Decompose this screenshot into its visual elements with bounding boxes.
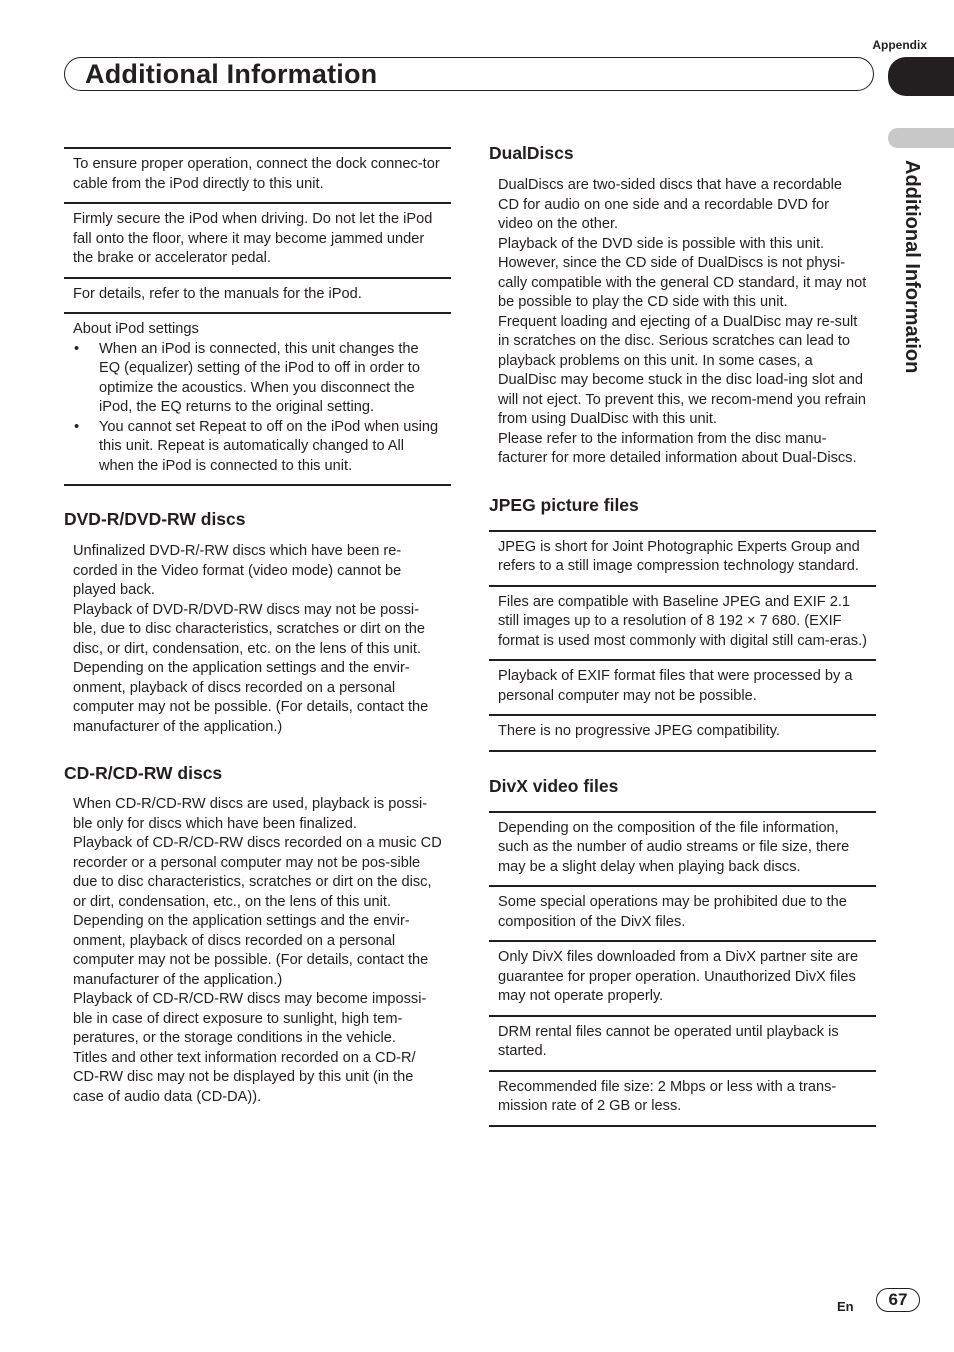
cd-paragraph: Playback of CD-R/CD-RW discs may become impossi-ble in case of direct exposure to sunlight, high tem-peratures, or the storage conditions in the vehicle.: [73, 991, 427, 1046]
cd-paragraph: Titles and other text information recorded on a CD-R/ CD-RW disc may not be displayed by this unit (in the case of audio data (CD-DA)).: [73, 1049, 416, 1105]
ipod-settings-bullet: • You cannot set Repeat to off on the iPod when using this unit. Repeat is automatically changed to All when the iPod is connected to this unit.: [73, 418, 442, 477]
divx-cell-text: DRM rental files cannot be operated until playback is started.: [498, 1023, 839, 1059]
dvd-paragraph: Playback of DVD-R/DVD-RW discs may not be possi-ble, due to disc characteristics, scratches or dirt on the disc, or dirt, condensation, etc. on the lens of this unit.: [73, 601, 426, 657]
divx-cell-text: Some special operations may be prohibited due to the composition of the DivX files.: [498, 894, 847, 930]
appendix-label: Appendix: [872, 38, 927, 52]
dualdiscs-heading: DualDiscs: [489, 143, 574, 163]
page-number: 67: [876, 1288, 920, 1312]
jpeg-cell-text: There is no progressive JPEG compatibility.: [498, 723, 780, 739]
ipod-settings-list: [73, 340, 442, 477]
ipod-note-text: To ensure proper operation, connect the dock connec-tor cable from the iPod directly to this unit.: [73, 156, 440, 192]
right-column: [489, 140, 876, 1127]
ipod-notes-table: [64, 147, 451, 486]
divx-cell-text: Recommended file size: 2 Mbps or less with a trans-mission rate of 2 GB or less.: [498, 1078, 837, 1114]
divx-cell: [489, 813, 876, 888]
jpeg-cell: [489, 661, 876, 716]
jpeg-cell: [489, 716, 876, 752]
jpeg-cell: [489, 587, 876, 662]
divx-cell: [489, 1072, 876, 1127]
ipod-note-cell: [64, 279, 451, 315]
jpeg-table: [489, 530, 876, 752]
dualdiscs-paragraph: Frequent loading and ejecting of a DualDisc may re-sult in scratches on the disc. Serious scratches can lead to playback problems on this unit. In some cases, a DualDisc may become stuck in the disc load-ing slot and will not eject. To prevent this, we recom-mend you refrain from using DualDisc with this unit.: [498, 313, 866, 427]
divx-cell-text: Only DivX files downloaded from a DivX partner site are guarantee for proper operation. Unauthorized DivX files may not operate properly.: [498, 949, 859, 1004]
dvd-heading: DVD-R/DVD-RW discs: [64, 509, 246, 529]
ipod-note-text: Firmly secure the iPod when driving. Do not let the iPod fall onto the floor, where it may become jammed under the brake or accelerator pedal.: [73, 211, 433, 266]
jpeg-cell-text: Files are compatible with Baseline JPEG and EXIF 2.1 still images up to a resolution of 8 192 × 7 680. (EXIF format is used most commonly with digital still cam-eras.): [498, 593, 867, 649]
divx-heading: DivX video files: [489, 775, 619, 796]
divx-cell: [489, 942, 876, 1017]
section-tab-active: [888, 57, 954, 96]
dvd-paragraph: Unfinalized DVD-R/-RW discs which have been re-corded in the Video format (video mode) cannot be played back.: [73, 543, 402, 598]
cd-paragraph: When CD-R/CD-RW discs are used, playback is possi-ble only for discs which have been finalized.: [73, 796, 428, 832]
jpeg-heading: JPEG picture files: [489, 494, 639, 515]
jpeg-cell: [489, 532, 876, 587]
dvd-paragraph: Depending on the application settings and the envir-onment, playback of discs recorded on a personal computer may not be possible. (For details, contact the manufacturer of the application.): [73, 660, 429, 735]
section-tab-inactive: [888, 128, 954, 148]
cd-paragraph: Depending on the application settings and the envir-onment, playback of discs recorded on a personal computer may not be possible. (For details, contact the manufacturer of the application.): [73, 913, 429, 988]
ipod-note-text: For details, refer to the manuals for the iPod.: [73, 285, 362, 302]
dualdiscs-paragraph: DualDiscs are two-sided discs that have a recordable CD for audio on one side and a recordable DVD for video on the other.: [498, 177, 842, 232]
cd-heading: CD-R/CD-RW discs: [64, 763, 223, 783]
dualdiscs-paragraph: Please refer to the information from the disc manu-facturer for more detailed information about Dual-Discs.: [498, 430, 857, 466]
side-label-text: Additional Information: [901, 160, 923, 374]
dualdiscs-paragraph: Playback of the DVD side is possible with this unit. However, since the CD side of DualDiscs is not physi-cally compatible with the general CD standard, it may not be possible to play the CD side with this unit.: [498, 235, 867, 310]
jpeg-cell-text: Playback of EXIF format files that were processed by a personal computer may not be possible.: [498, 668, 853, 704]
left-column: [64, 140, 451, 1107]
ipod-settings-heading: About iPod settings: [73, 321, 199, 337]
dvd-text: [64, 542, 451, 737]
divx-cell-text: Depending on the composition of the file information, such as the number of audio streams or file size, there may be a slight delay when playing back discs.: [498, 819, 850, 875]
jpeg-cell-text: JPEG is short for Joint Photographic Experts Group and refers to a still image compression technology standard.: [498, 538, 860, 574]
language-code: En: [837, 1299, 854, 1314]
divx-table: [489, 811, 876, 1127]
section-title-bar: [64, 57, 874, 91]
ipod-settings-cell: [64, 314, 451, 486]
cd-paragraph: Playback of CD-R/CD-RW discs recorded on a music CD recorder or a personal computer may not be pos-sible due to disc characteristics, scratches or dirt on the disc, or dirt, condensation, etc., on the lens of this unit.: [73, 835, 442, 910]
side-label: [897, 160, 927, 420]
dualdiscs-text: [489, 176, 876, 469]
ipod-note-cell: [64, 149, 451, 204]
ipod-note-cell: [64, 204, 451, 279]
ipod-settings-bullet: • When an iPod is connected, this unit changes the EQ (equalizer) setting of the iPod to off in order to optimize the acoustics. When you disconnect the iPod, the EQ returns to the original setting.: [73, 340, 442, 418]
divx-cell: [489, 1017, 876, 1072]
cd-text: [64, 795, 451, 1107]
page-title: Additional Information: [85, 59, 378, 89]
divx-cell: [489, 887, 876, 942]
